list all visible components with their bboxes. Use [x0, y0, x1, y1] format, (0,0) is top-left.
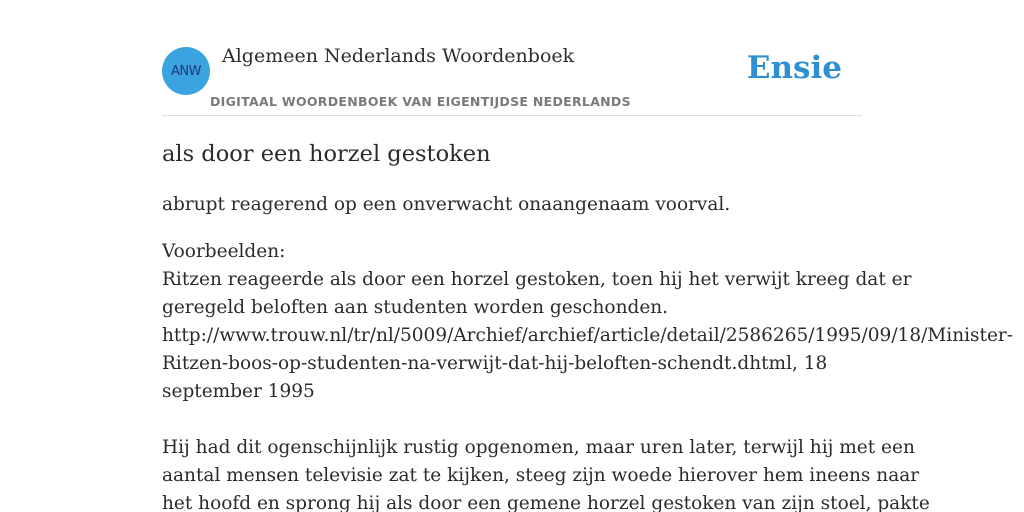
site-subtitle: DIGITAAL WOORDENBOEK VAN EIGENTIJDSE NEDERLANDS	[210, 94, 631, 109]
logo-text: ANW	[171, 63, 201, 79]
site-header	[162, 0, 862, 116]
example-spacer	[162, 406, 952, 434]
example-1-line: Ritzen reageerde als door een horzel gestoken, toen hij het verwijt kreeg dat er	[162, 269, 912, 290]
example-2-line: Hij had dit ogenschijnlijk rustig opgenomen, maar uren later, terwijl hij met een	[162, 437, 915, 458]
example-2-line: aantal mensen televisie zat te kijken, steeg zijn woede hierover hem ineens naar	[162, 465, 920, 486]
ensie-brand-logo[interactable]: Ensie	[746, 50, 842, 86]
entry-content	[162, 138, 1013, 512]
entry-title: als door een horzel gestoken	[162, 141, 491, 167]
example-1-date: september 1995	[162, 381, 315, 402]
entry-definition: abrupt reagerend op een onverwacht onaangenaam voorval.	[162, 194, 731, 215]
site-title[interactable]: Algemeen Nederlands Woordenboek	[222, 45, 575, 67]
anw-logo[interactable]	[162, 47, 210, 95]
examples-block	[162, 238, 1013, 512]
examples-label: Voorbeelden:	[162, 241, 286, 262]
example-1-line: geregeld beloften aan studenten worden geschonden.	[162, 297, 669, 318]
example-1-source-link: Ritzen-boos-op-studenten-na-verwijt-dat-hij-beloften-schendt.dhtml, 18	[162, 353, 828, 374]
example-2-line: het hoofd en sprong hij als door een gemene horzel gestoken van zijn stoel, pakte	[162, 493, 930, 512]
example-1-source-link: http://www.trouw.nl/tr/nl/5009/Archief/archief/article/detail/2586265/1995/09/18/Minister-	[162, 325, 1013, 346]
